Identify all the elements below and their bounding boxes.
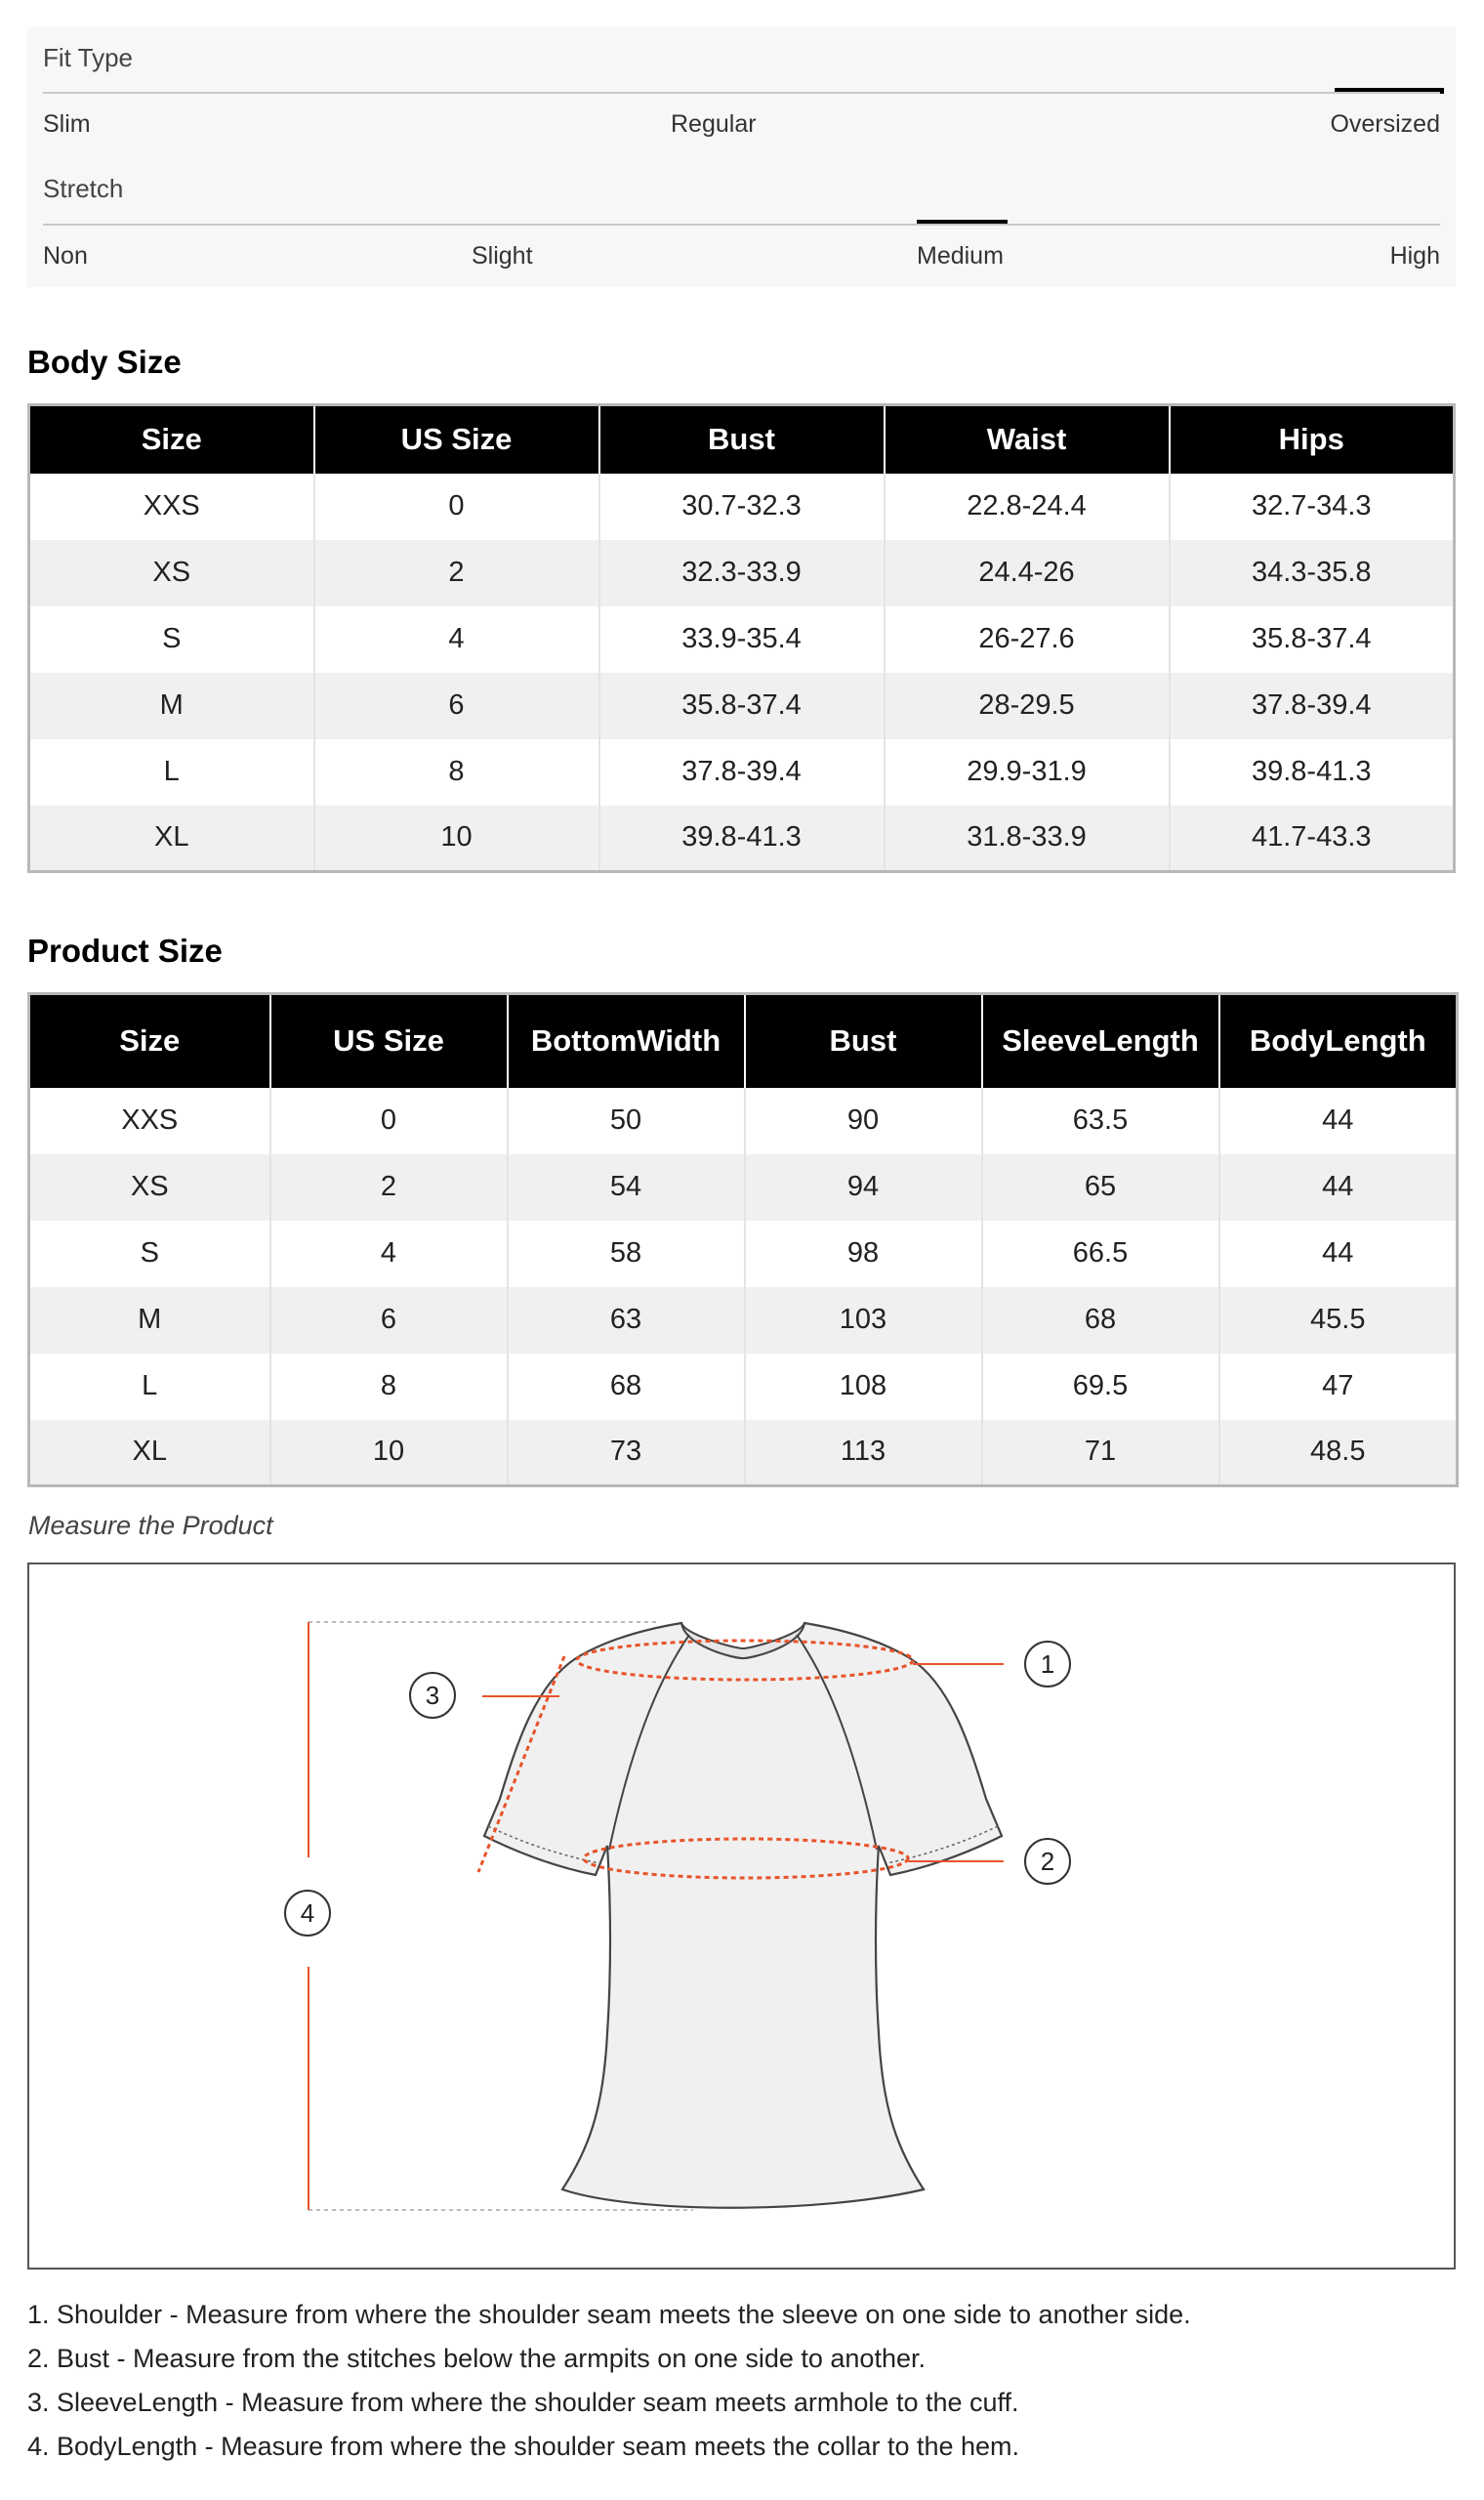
- cell: 108: [745, 1354, 982, 1420]
- header-bust: Bust: [599, 405, 885, 474]
- cell: 2: [314, 540, 599, 606]
- cell: 4: [270, 1221, 508, 1287]
- cell: 98: [745, 1221, 982, 1287]
- cell: 32.3-33.9: [599, 540, 885, 606]
- header-us-size: US Size: [314, 405, 599, 474]
- cell: 65: [982, 1154, 1219, 1221]
- cell: 103: [745, 1287, 982, 1354]
- cell: 33.9-35.4: [599, 606, 885, 673]
- cell: L: [142, 1370, 158, 1401]
- fit-type-option-oversized: Oversized: [1330, 110, 1440, 138]
- cell: 58: [508, 1221, 745, 1287]
- stretch-label: Stretch: [43, 174, 124, 203]
- measurement-diagram: [27, 1562, 1456, 2270]
- cell: S: [162, 623, 182, 654]
- table-row: [29, 1154, 1458, 1221]
- cell: 22.8-24.4: [885, 474, 1170, 540]
- fit-type-track: [43, 92, 1440, 94]
- cell: 73: [508, 1420, 745, 1486]
- product-size-title: Product Size: [27, 933, 223, 969]
- table-row: [29, 606, 1455, 673]
- header-us-size: US Size: [270, 994, 508, 1088]
- marker-4-label: 4: [300, 1898, 315, 1928]
- cell: 39.8-41.3: [1170, 739, 1455, 806]
- header-bust: Bust: [745, 994, 982, 1088]
- cell: 24.4-26: [885, 540, 1170, 606]
- cell: 66.5: [982, 1221, 1219, 1287]
- cell: 63: [508, 1287, 745, 1354]
- cell: 28-29.5: [885, 673, 1170, 739]
- table-row: [29, 1088, 1458, 1154]
- marker-3: [410, 1673, 455, 1718]
- cell: XXS: [121, 1104, 179, 1136]
- header-size: Size: [29, 994, 270, 1088]
- cell: 35.8-37.4: [1170, 606, 1455, 673]
- cell: 37.8-39.4: [599, 739, 885, 806]
- cell: 44: [1219, 1154, 1458, 1221]
- cell: 39.8-41.3: [599, 806, 885, 872]
- cell: 90: [745, 1088, 982, 1154]
- stretch-option-non: Non: [43, 242, 88, 270]
- product-size-table: [27, 992, 1459, 1487]
- cell: 8: [270, 1354, 508, 1420]
- body-size-title: Body Size: [27, 344, 182, 380]
- cell: 35.8-37.4: [599, 673, 885, 739]
- measure-caption: Measure the Product: [28, 1511, 273, 1540]
- cell: M: [29, 1287, 270, 1354]
- header-hips: Hips: [1170, 405, 1455, 474]
- cell: 41.7-43.3: [1170, 806, 1455, 872]
- cell: 47: [1219, 1354, 1458, 1420]
- cell: 2: [270, 1154, 508, 1221]
- table-header-row: [29, 994, 1458, 1088]
- cell: 45.5: [1219, 1287, 1458, 1354]
- cell: 30.7-32.3: [599, 474, 885, 540]
- header-waist: Waist: [885, 405, 1170, 474]
- header-size: Size: [29, 405, 314, 474]
- fit-type-option-slim: Slim: [43, 110, 91, 138]
- table-row: [29, 474, 1455, 540]
- cell: 34.3-35.8: [1170, 540, 1455, 606]
- cell: 71: [982, 1420, 1219, 1486]
- cell: 6: [314, 673, 599, 739]
- cell: 4: [314, 606, 599, 673]
- cell: L: [163, 756, 180, 787]
- table-row: [29, 1354, 1458, 1420]
- fit-type-option-regular: Regular: [671, 110, 757, 138]
- cell: 6: [270, 1287, 508, 1354]
- measurement-notes: [27, 2293, 1456, 2469]
- table-row: [29, 1420, 1458, 1486]
- cell: XXS: [143, 490, 200, 521]
- cell: XS: [29, 540, 314, 606]
- header-sleeve-length: SleeveLength: [982, 994, 1219, 1088]
- table-row: [29, 1221, 1458, 1287]
- cell: 29.9-31.9: [885, 739, 1170, 806]
- stretch-option-slight: Slight: [472, 242, 533, 270]
- cell: 0: [314, 474, 599, 540]
- cell: 8: [314, 739, 599, 806]
- cell: XL: [29, 806, 314, 872]
- table-row: [29, 806, 1455, 872]
- header-bottom-width: BottomWidth: [508, 994, 745, 1088]
- cell: 26-27.6: [885, 606, 1170, 673]
- table-row: [29, 1287, 1458, 1354]
- cell: 48.5: [1219, 1420, 1458, 1486]
- cell: 37.8-39.4: [1170, 673, 1455, 739]
- cell: 50: [508, 1088, 745, 1154]
- table-row: [29, 673, 1455, 739]
- cell: 32.7-34.3: [1170, 474, 1455, 540]
- stretch-option-high: High: [1389, 242, 1440, 270]
- fit-panel: [27, 27, 1456, 287]
- marker-2-label: 2: [1040, 1847, 1055, 1876]
- marker-1-label: 1: [1040, 1649, 1055, 1679]
- note-shoulder: 1. Shoulder - Measure from where the shoulder seam meets the sleeve on one side to another side.: [27, 2300, 1191, 2329]
- t-shirt-shape: [484, 1623, 1002, 2208]
- stretch-option-medium: Medium: [917, 242, 1004, 270]
- body-size-table: [27, 403, 1456, 873]
- stretch-track: [43, 224, 1440, 226]
- cell: 44: [1219, 1088, 1458, 1154]
- cell: 68: [508, 1354, 745, 1420]
- cell: 10: [270, 1420, 508, 1486]
- cell: M: [29, 673, 314, 739]
- marker-3-label: 3: [425, 1681, 440, 1710]
- cell: XL: [29, 1420, 270, 1486]
- note-sleeve-length: 3. SleeveLength - Measure from where the shoulder seam meets armhole to the cuff.: [27, 2388, 1019, 2417]
- cell: 44: [1219, 1221, 1458, 1287]
- header-body-length: BodyLength: [1219, 994, 1458, 1088]
- marker-2: [1025, 1839, 1070, 1884]
- fit-type-label: Fit Type: [43, 43, 134, 72]
- marker-1: [1025, 1642, 1070, 1687]
- cell: 63.5: [982, 1088, 1219, 1154]
- table-header-row: [29, 405, 1455, 474]
- cell: 113: [745, 1420, 982, 1486]
- garment-illustration: [29, 1564, 1458, 2271]
- cell: S: [140, 1237, 159, 1269]
- marker-4: [285, 1891, 330, 1936]
- cell: XS: [29, 1154, 270, 1221]
- cell: 10: [314, 806, 599, 872]
- table-row: [29, 540, 1455, 606]
- note-bust: 2. Bust - Measure from the stitches below the armpits on one side to another.: [27, 2344, 926, 2373]
- cell: 94: [745, 1154, 982, 1221]
- cell: 68: [982, 1287, 1219, 1354]
- note-body-length: 4. BodyLength - Measure from where the shoulder seam meets the collar to the hem.: [27, 2432, 1020, 2461]
- cell: 54: [508, 1154, 745, 1221]
- cell: 69.5: [982, 1354, 1219, 1420]
- cell: 0: [270, 1088, 508, 1154]
- cell: 31.8-33.9: [885, 806, 1170, 872]
- table-row: [29, 739, 1455, 806]
